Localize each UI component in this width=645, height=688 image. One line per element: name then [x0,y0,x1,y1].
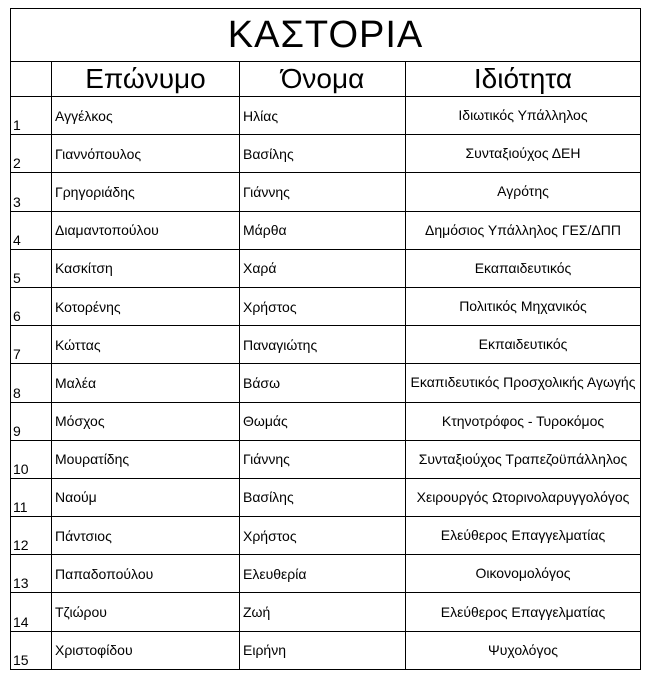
surname-cell: Κοτορένης [52,287,240,325]
table-row [11,211,641,249]
table-row [11,326,641,364]
row-number: 11 [11,478,52,516]
name-cell: Γιάννης [240,173,406,211]
profession-cell: Κτηνοτρόφος - Τυροκόμος [406,402,641,440]
row-number: 8 [11,364,52,402]
profession-cell: Συνταξιούχος Τραπεζοϋπάλληλος [406,440,641,478]
surname-cell: Παπαδοπούλου [52,555,240,593]
name-column-header: Όνομα [240,62,406,97]
table-row [11,631,641,669]
surname-cell: Μαλέα [52,364,240,402]
surname-cell: Αγγέλκος [52,97,240,135]
profession-cell: Συνταξιούχος ΔΕΗ [406,135,641,173]
name-cell: Χαρά [240,249,406,287]
row-number: 7 [11,326,52,364]
table-row [11,173,641,211]
surname-cell: Γρηγοριάδης [52,173,240,211]
profession-column-header: Ιδιότητα [406,62,641,97]
table-row [11,440,641,478]
table-row [11,287,641,325]
table-row [11,402,641,440]
name-cell: Μάρθα [240,211,406,249]
row-number: 4 [11,211,52,249]
profession-cell: Χειρουργός Ωτορινολαρυγγολόγος [406,478,641,516]
table-row [11,135,641,173]
surname-column-header: Επώνυμο [52,62,240,97]
name-cell: Θωμάς [240,402,406,440]
row-number: 14 [11,593,52,631]
table-row [11,555,641,593]
row-number: 2 [11,135,52,173]
surname-cell: Τζιώρου [52,593,240,631]
profession-cell: Ελεύθερος Επαγγελματίας [406,593,641,631]
profession-cell: Οικονομολόγος [406,555,641,593]
table-row [11,364,641,402]
name-cell: Ηλίας [240,97,406,135]
table-row [11,249,641,287]
surname-cell: Πάντσιος [52,517,240,555]
profession-cell: Εκαπιδευτικός Προσχολικής Αγωγής [406,364,641,402]
table-row [11,593,641,631]
profession-cell: Ελεύθερος Επαγγελματίας [406,517,641,555]
title-row [11,9,641,62]
members-table [10,8,641,670]
surname-cell: Μουρατίδης [52,440,240,478]
row-number: 13 [11,555,52,593]
surname-cell: Κασκίτση [52,249,240,287]
surname-cell: Διαμαντοπούλου [52,211,240,249]
surname-cell: Ναούμ [52,478,240,516]
header-row [11,62,641,97]
name-cell: Γιάννης [240,440,406,478]
profession-cell: Εκπαιδευτικός [406,326,641,364]
name-cell: Παναγιώτης [240,326,406,364]
row-number: 3 [11,173,52,211]
row-number: 6 [11,287,52,325]
surname-cell: Κώττας [52,326,240,364]
surname-cell: Γιαννόπουλος [52,135,240,173]
name-cell: Βάσω [240,364,406,402]
row-number: 5 [11,249,52,287]
row-number: 10 [11,440,52,478]
profession-cell: Δημόσιος Υπάλληλος ΓΕΣ/ΔΠΠ [406,211,641,249]
row-number: 9 [11,402,52,440]
table-row [11,517,641,555]
row-number: 15 [11,631,52,669]
name-cell: Ειρήνη [240,631,406,669]
surname-cell: Χριστοφίδου [52,631,240,669]
name-cell: Χρήστος [240,287,406,325]
name-cell: Βασίλης [240,478,406,516]
profession-cell: Ιδιωτικός Υπάλληλος [406,97,641,135]
table-title: ΚΑΣΤΟΡΙΑ [11,9,641,62]
name-cell: Ζωή [240,593,406,631]
row-number: 12 [11,517,52,555]
profession-cell: Αγρότης [406,173,641,211]
row-number: 1 [11,97,52,135]
table-row [11,478,641,516]
profession-cell: Ψυχολόγος [406,631,641,669]
profession-cell: Εκαπαιδευτικός [406,249,641,287]
name-cell: Χρήστος [240,517,406,555]
table-body [11,97,641,670]
name-cell: Ελευθερία [240,555,406,593]
surname-cell: Μόσχος [52,402,240,440]
profession-cell: Πολιτικός Μηχανικός [406,287,641,325]
name-cell: Βασίλης [240,135,406,173]
table-row [11,97,641,135]
number-column-header [11,62,52,97]
